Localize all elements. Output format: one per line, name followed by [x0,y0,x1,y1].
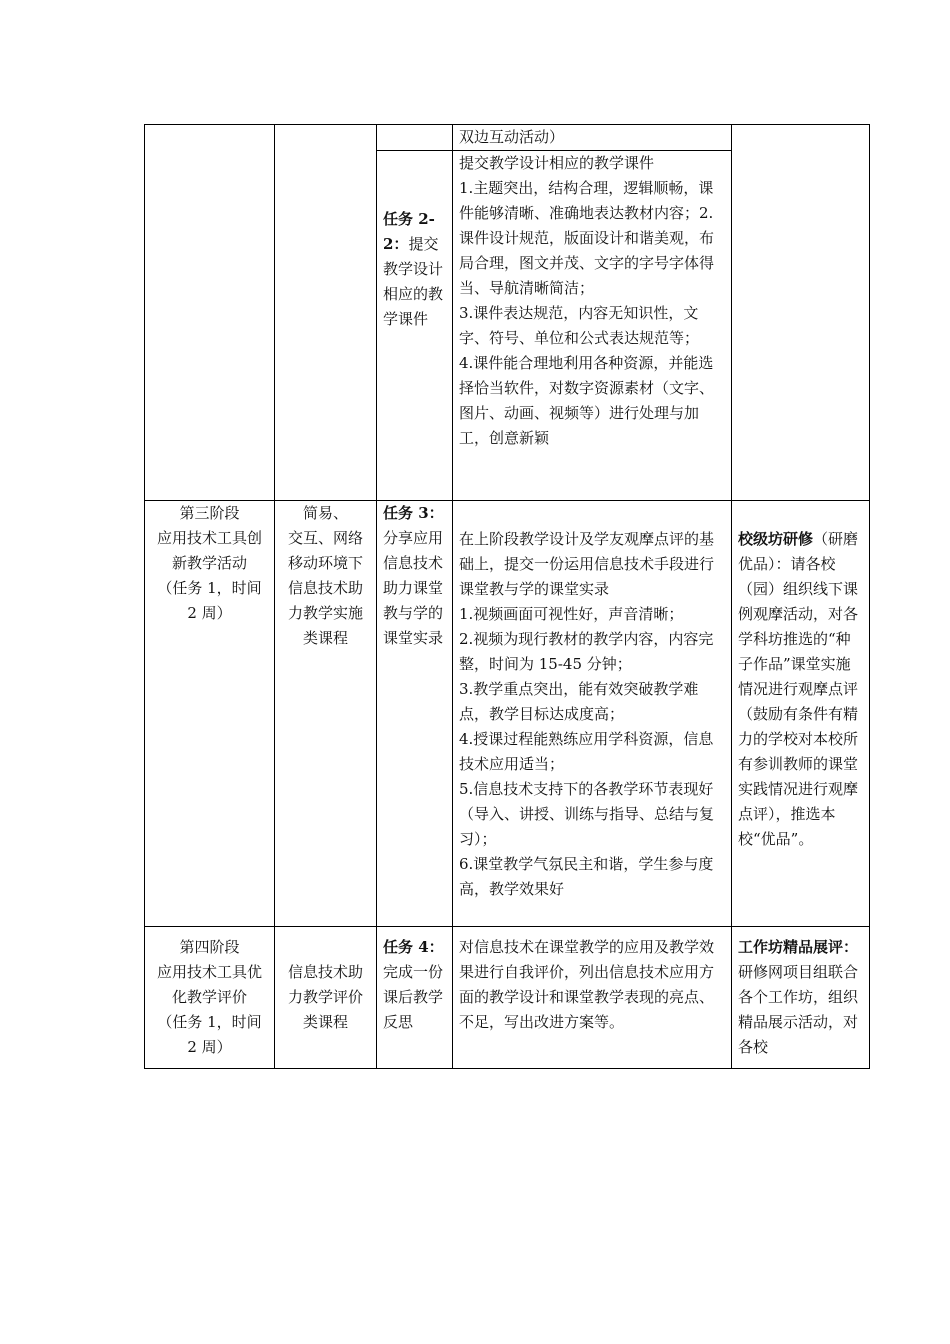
stage-title: 应用技术工具创新教学活动 [156,529,262,572]
task-cell [377,125,453,151]
task-cell [377,501,453,927]
table-row [145,125,870,151]
requirement-line: 1.主题突出，结构合理，逻辑顺畅，课件能够清晰、准确地表达教材内容；2.课件设计规范，版面设计和谐美观，布局合理，图文并茂、文字的字号字体得当、导航清晰简洁； [459,179,715,297]
requirement-line: 2.视频为现行教材的教学内容，内容完整，时间为 15-45 分钟； [459,630,714,673]
requirement-line: 3.教学重点突出，能有效突破教学难点，教学目标达成度高； [459,680,699,723]
course-cell [275,501,377,927]
stage-duration: （任务 1，时间 2 周） [157,579,262,622]
requirement-line: 提交教学设计相应的教学课件 [459,154,655,172]
course-line: 交互、网络移动环境下信息技术助力教学实施类课程 [287,529,363,647]
stage-label: 第三阶段 [179,504,240,522]
notes-text: （研磨优品）：请各校（园）组织线下课例观摩活动，对各学科坊推选的“种子作品”课堂实施情况进行观摩点评（鼓励有条件有精力的学校对本校所有参训教师的课堂实践情况进行观摩点评），推选本校“优品”。 [738,530,859,848]
task-title: 任务 4： [383,938,444,956]
requirement-line: 对信息技术在课堂教学的应用及教学效果进行自我评价，列出信息技术应用方面的教学设计和课堂教学表现的亮点、不足，写出改进方案等。 [459,938,715,1031]
notes-cell [732,125,870,501]
requirements-cell [453,151,732,501]
requirement-line: 6.课堂教学气氛民主和谐，学生参与度高，教学效果好 [459,855,714,898]
table-row [145,501,870,927]
requirement-line: 4.课件能合理地利用各种资源，并能选择恰当软件，对数字资源素材（文字、图片、动画、视频等）进行处理与加工，创意新颖 [459,354,715,447]
task-text: 分享应用信息技术助力课堂教与学的课堂实录 [383,529,444,647]
notes-cell [732,501,870,927]
stage-label: 第四阶段 [179,938,240,956]
stage-duration: （任务 1，时间 2 周） [157,1013,262,1056]
requirement-line: 4.授课过程能熟练应用学科资源，信息技术应用适当； [459,730,714,773]
notes-cell [732,927,870,1069]
stage-cell [145,927,275,1069]
requirements-cell [453,501,732,927]
requirements-cell [453,125,732,151]
course-cell [275,927,377,1069]
requirement-line: 在上阶段教学设计及学友观摩点评的基础上，提交一份运用信息技术手段进行课堂教与学的课堂实录 [459,530,715,598]
course-cell [275,125,377,501]
stage-cell [145,125,275,501]
notes-text: 研修网项目组联合各个工作坊，组织精品展示活动，对各校 [738,963,859,1056]
task-text: 提交教学设计相应的教学课件 [383,235,444,328]
requirement-line: 1.视频画面可视性好，声音清晰； [459,605,684,623]
stage-title: 应用技术工具优化教学评价 [156,963,262,1006]
course-line: 简易、 [302,504,348,522]
requirement-line: 双边互动活动） [459,128,565,146]
task-cell [377,927,453,1069]
table-row [145,927,870,1069]
requirement-line: 3.课件表达规范，内容无知识性，文字、符号、单位和公式表达规范等； [459,304,700,347]
requirement-line: 5.信息技术支持下的各教学环节表现好（导入、讲授、训练与指导、总结与复习）； [459,780,715,848]
task-cell [377,151,453,501]
training-plan-table [144,124,870,1069]
task-title: 任务 3： [383,504,444,522]
requirements-cell [453,927,732,1069]
notes-title: 校级坊研修 [738,530,814,548]
notes-title: 工作坊精品展评： [738,938,859,956]
task-title: 任务 2-2： [383,210,435,253]
stage-cell [145,501,275,927]
task-text: 完成一份课后教学反思 [383,963,444,1031]
course-line: 信息技术助力教学评价类课程 [287,963,363,1031]
